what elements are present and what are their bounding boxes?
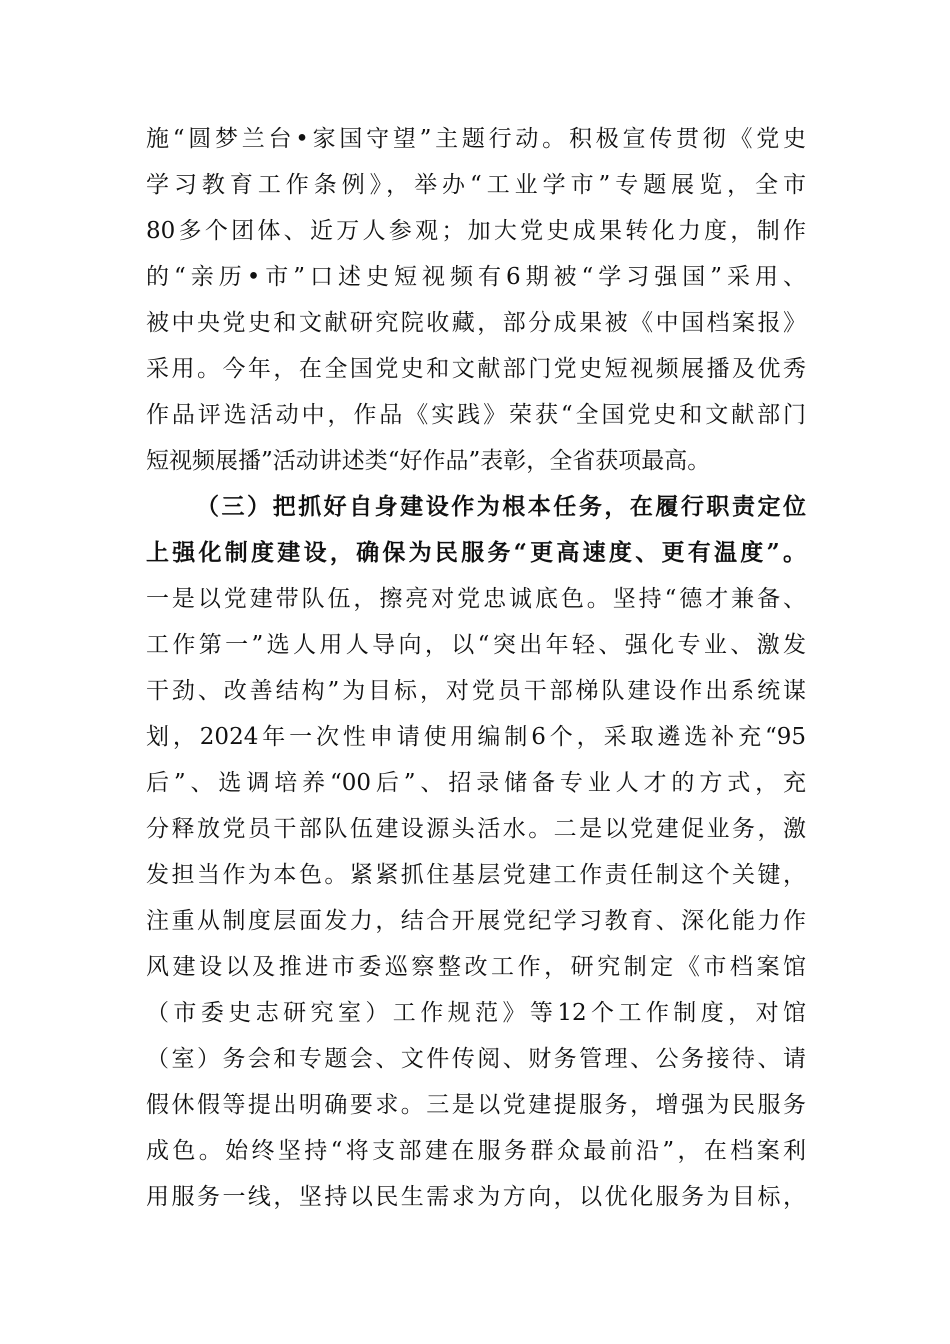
text-line-14: 划，2024年一次性申请使用编制6个，采取遴选补充“95: [146, 724, 806, 750]
text-line-2: 学习教育工作条例》，举办“工业学市”专题展览，全市: [146, 172, 806, 198]
text-line-3: 80多个团体、近万人参观；加大党史成果转化力度，制作: [146, 218, 806, 244]
section-heading-line-2: 上强化制度建设，确保为民服务“更高速度、更有温度”。: [146, 539, 806, 566]
text-line-20: （市委史志研究室）工作规范》等12个工作制度，对馆: [146, 1000, 806, 1026]
text-line-22: 假休假等提出明确要求。三是以党建提服务，增强为民服务: [146, 1092, 806, 1118]
text-line-4: 的“亲历•市”口述史短视频有6期被“学习强国”采用、: [146, 264, 806, 290]
text-line-18: 注重从制度层面发力，结合开展党纪学习教育、深化能力作: [146, 908, 806, 934]
text-line-15: 后”、选调培养“00后”、招录储备专业人才的方式，充: [146, 770, 806, 796]
text-line-11: 一是以党建带队伍，擦亮对党忠诚底色。坚持“德才兼备、: [146, 586, 806, 612]
text-line-23: 成色。始终坚持“将支部建在服务群众最前沿”，在档案利: [146, 1138, 806, 1164]
text-line-24: 用服务一线，坚持以民生需求为方向，以优化服务为目标，: [146, 1184, 806, 1210]
text-line-21: （室）务会和专题会、文件传阅、财务管理、公务接待、请: [146, 1046, 806, 1072]
text-line-16: 分释放党员干部队伍建设源头活水。二是以党建促业务，激: [146, 816, 806, 842]
text-line-8: 短视频展播”活动讲述类“好作品”表彰，全省获项最高。: [146, 448, 711, 474]
text-line-7: 作品评选活动中，作品《实践》荣获“全国党史和文献部门: [146, 402, 806, 428]
text-line-17: 发担当作为本色。紧紧抓住基层党建工作责任制这个关键，: [146, 862, 806, 888]
text-line-5: 被中央党史和文献研究院收藏，部分成果被《中国档案报》: [146, 310, 806, 336]
section-heading-line-1: （三）把抓好自身建设作为根本任务，在履行职责定位: [196, 493, 806, 520]
text-line-13: 干劲、改善结构”为目标，对党员干部梯队建设作出系统谋: [146, 678, 806, 704]
text-line-12: 工作第一”选人用人导向，以“突出年轻、强化专业、激发: [146, 632, 806, 658]
text-line-1: 施“圆梦兰台•家国守望”主题行动。积极宣传贯彻《党史: [146, 126, 806, 152]
text-line-6: 采用。今年，在全国党史和文献部门党史短视频展播及优秀: [146, 356, 806, 382]
text-line-19: 风建设以及推进市委巡察整改工作，研究制定《市档案馆: [146, 954, 806, 980]
